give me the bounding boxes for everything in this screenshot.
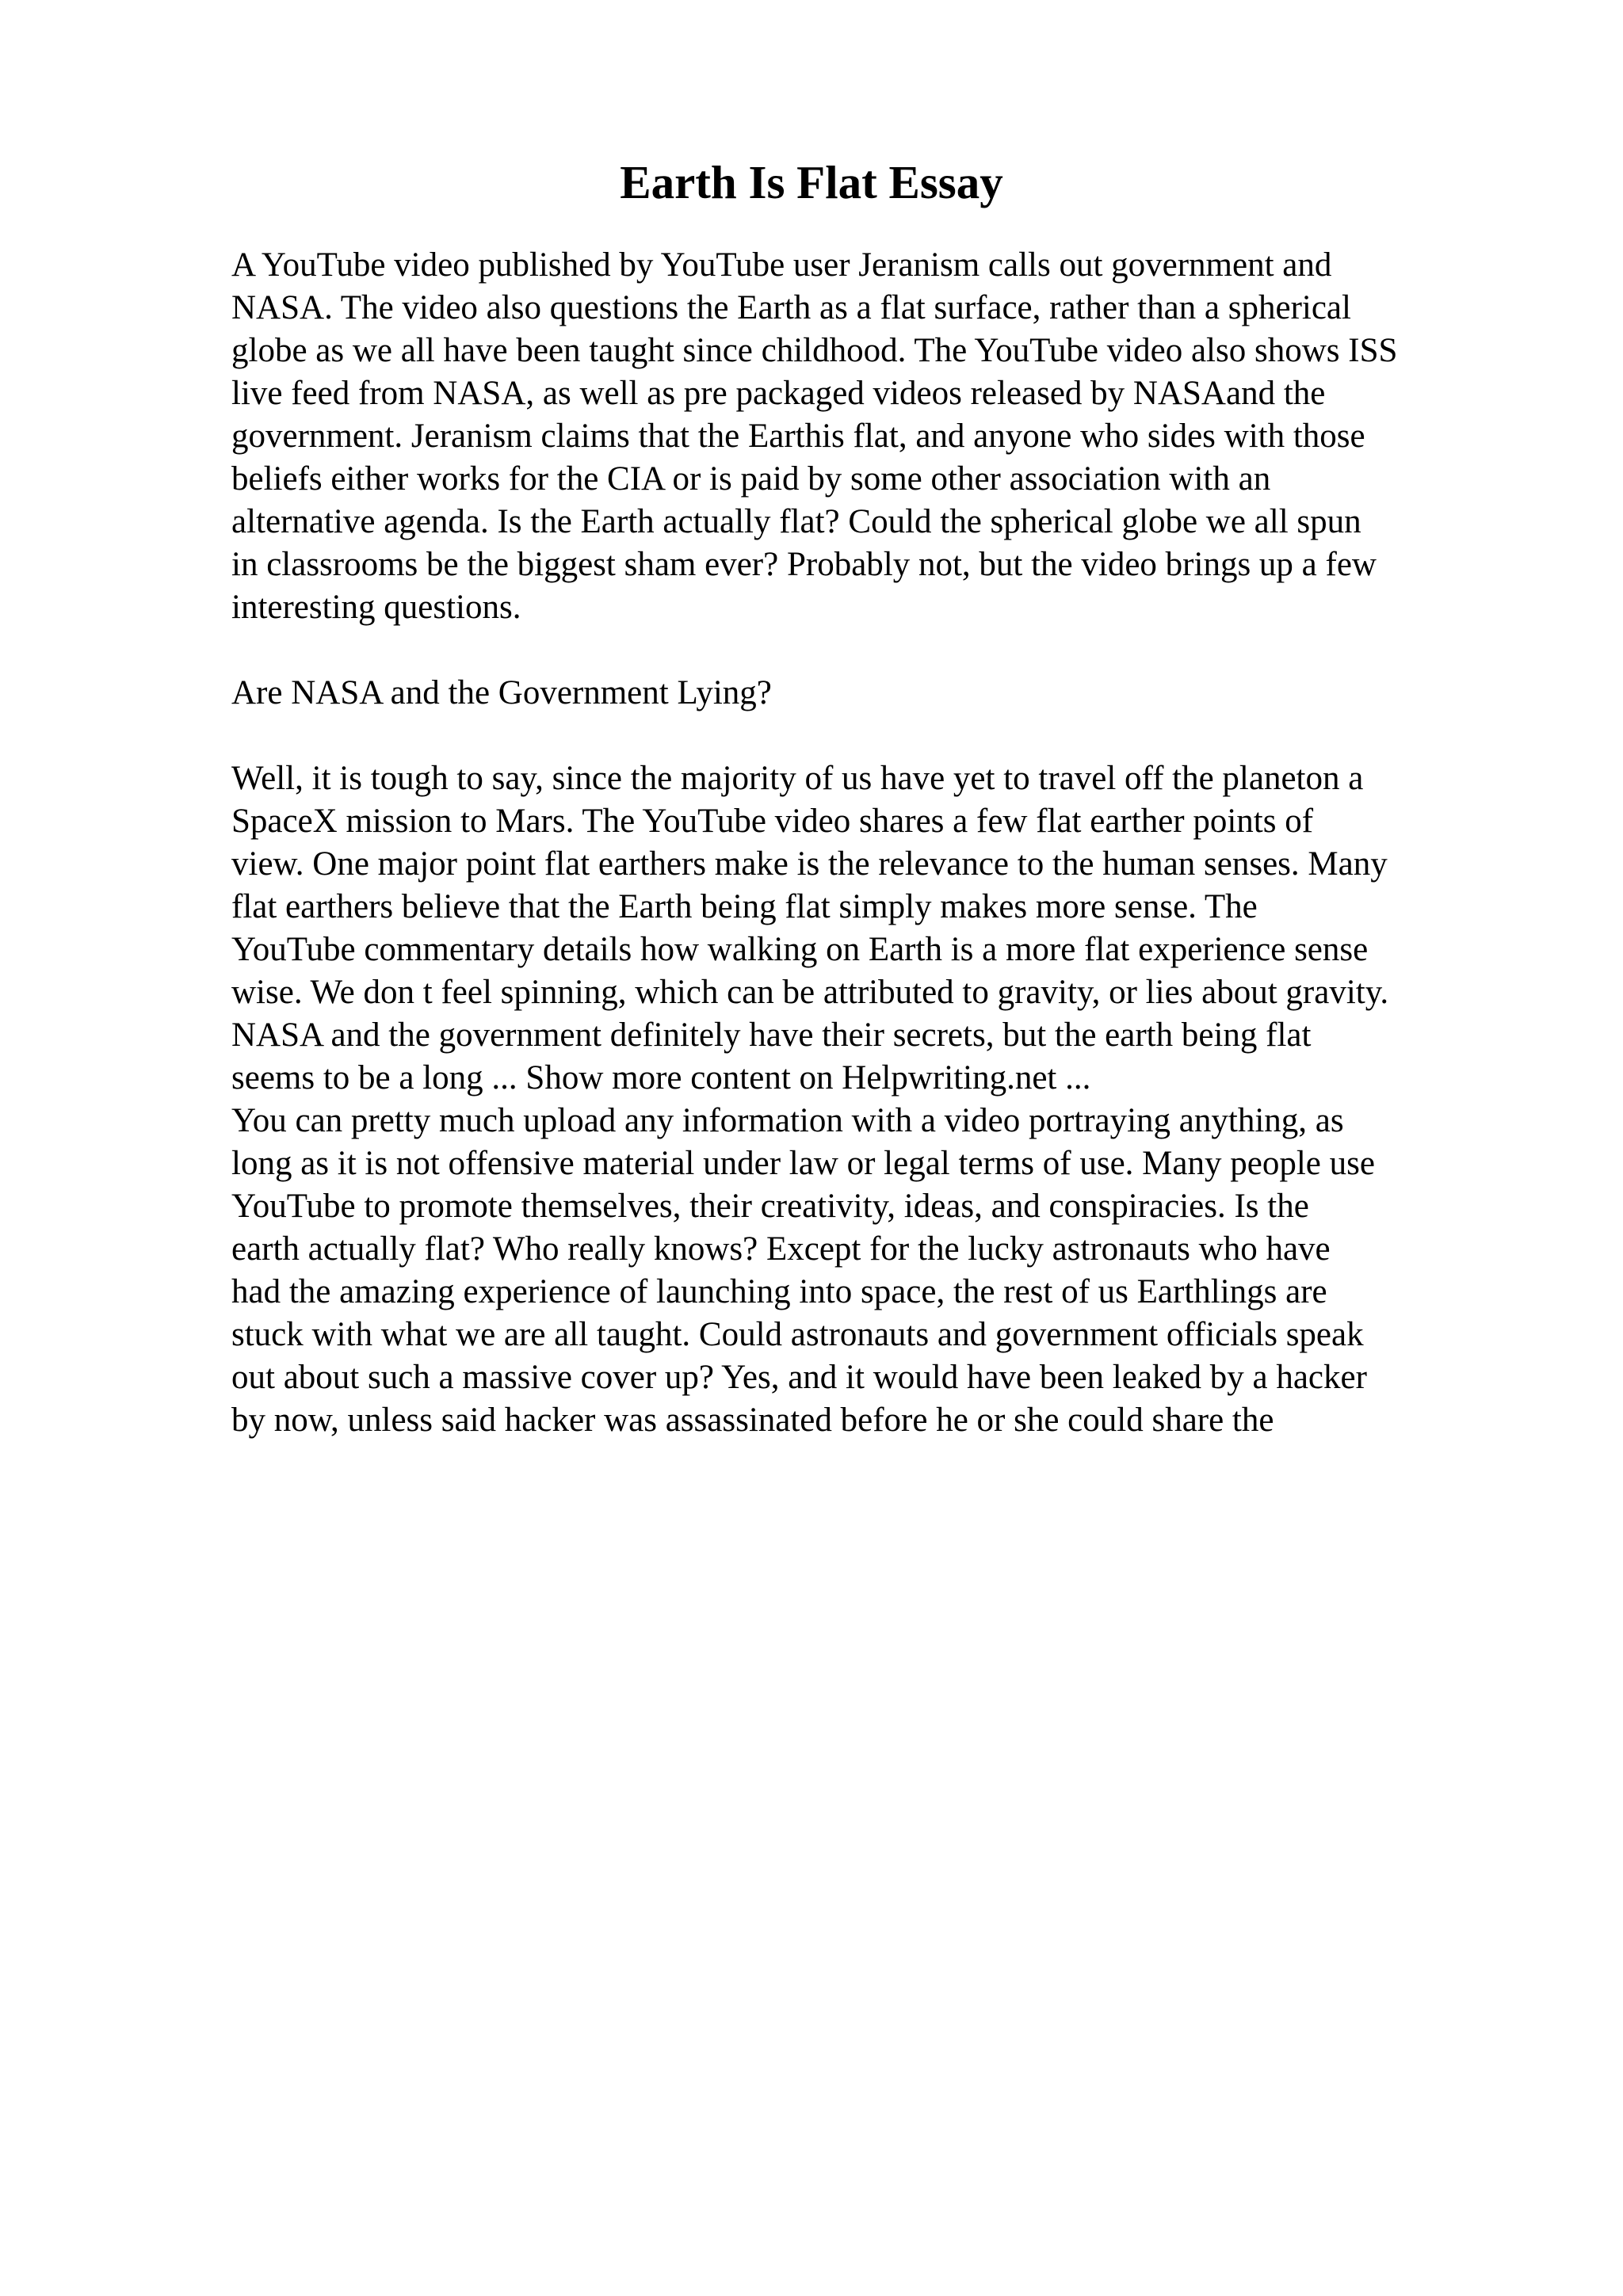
text-line: globe as we all have been taught since childhood. The YouTube video also shows ISS <box>231 332 1398 369</box>
text-line: earth actually flat? Who really knows? Except for the lucky astronauts who have <box>231 1230 1331 1268</box>
text-line: wise. We don t feel spinning, which can be attributed to gravity, or lies about gravity. <box>231 974 1389 1011</box>
text-line: by now, unless said hacker was assassinated before he or she could share the <box>231 1402 1274 1439</box>
text-line: live feed from NASA, as well as pre packaged videos released by NASAand the <box>231 375 1326 412</box>
text-line: Well, it is tough to say, since the majority of us have yet to travel off the planeton a <box>231 760 1364 797</box>
document-title: Earth Is Flat Essay <box>620 156 1003 208</box>
text-line: alternative agenda. Is the Earth actually flat? Could the spherical globe we all spun <box>231 503 1361 540</box>
text-line: YouTube to promote themselves, their creativity, ideas, and conspiracies. Is the <box>231 1188 1309 1225</box>
text-line: stuck with what we are all taught. Could astronauts and government officials speak <box>231 1316 1364 1353</box>
text-line: You can pretty much upload any information with a video portraying anything, as <box>231 1102 1344 1139</box>
text-line: seems to be a long ... Show more content on Helpwriting.net ... <box>231 1059 1091 1097</box>
text-line: in classrooms be the biggest sham ever? Probably not, but the video brings up a few <box>231 546 1377 583</box>
paragraph-youtube <box>231 1100 1594 1442</box>
text-line: flat earthers believe that the Earth being flat simply makes more sense. The <box>231 888 1258 925</box>
text-line: out about such a massive cover up? Yes, and it would have been leaked by a hacker <box>231 1359 1367 1396</box>
section-heading: Are NASA and the Government Lying? <box>231 674 772 711</box>
text-line: view. One major point flat earthers make is the relevance to the human senses. Many <box>231 845 1388 883</box>
text-line: long as it is not offensive material under law or legal terms of use. Many people use <box>231 1145 1375 1182</box>
paragraph-spacer <box>231 715 1594 757</box>
text-line: had the amazing experience of launching into space, the rest of us Earthlings are <box>231 1273 1327 1310</box>
text-line: YouTube commentary details how walking on Earth is a more flat experience sense <box>231 931 1369 968</box>
text-line: NASA and the government definitely have their secrets, but the earth being flat <box>231 1016 1312 1054</box>
text-line: government. Jeranism claims that the Earthis flat, and anyone who sides with those <box>231 418 1365 455</box>
text-line: A YouTube video published by YouTube user Jeranism calls out government and <box>231 246 1332 284</box>
paragraph-spacer <box>231 629 1594 672</box>
essay-body <box>231 244 1594 1442</box>
text-line: SpaceX mission to Mars. The YouTube video shares a few flat earther points of <box>231 803 1314 840</box>
paragraph-intro <box>231 244 1594 629</box>
text-line: beliefs either works for the CIA or is paid by some other association with an <box>231 460 1271 498</box>
text-line: NASA. The video also questions the Earth as a flat surface, rather than a spherical <box>231 289 1351 326</box>
paragraph-nasa <box>231 757 1594 1100</box>
text-line: interesting questions. <box>231 589 521 626</box>
